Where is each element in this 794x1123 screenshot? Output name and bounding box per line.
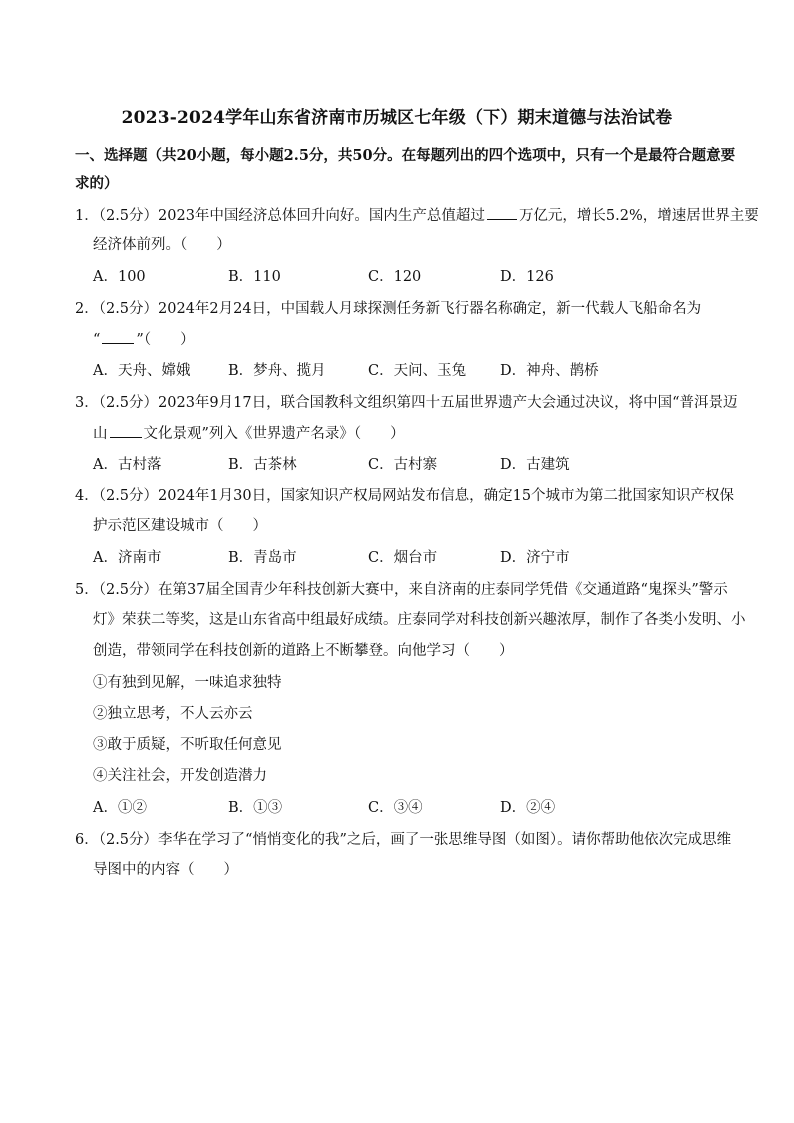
- question-3-line2-suffix: 文化景观”列入《世界遗产名录》（ ）: [143, 426, 405, 442]
- question-2-line2: [93, 329, 195, 350]
- question-5-item-4: ④关注社会，开发创造潜力: [93, 768, 267, 784]
- question-5-line1: 5．（2.5分）在第37届全国青少年科技创新大赛中，来自济南的庄泰同学凭借《交通道路“鬼探头”警示: [75, 582, 728, 598]
- question-1-option-b: B．110: [228, 269, 281, 285]
- question-3-option-a: A．古村落: [93, 457, 162, 473]
- question-2-option-a: A．天舟、嫦娥: [93, 363, 191, 379]
- question-3-line2: [93, 423, 405, 444]
- answer-blank: [110, 423, 142, 438]
- question-4-line1: 4．（2.5分）2024年1月30日，国家知识产权局网站发布信息，确定15个城市为第二批国家知识产权保: [75, 488, 735, 504]
- question-4-option-c: C．烟台市: [368, 550, 438, 566]
- question-2-option-c: C．天问、玉兔: [368, 363, 467, 379]
- question-2-option-d: D．神舟、鹊桥: [500, 363, 599, 379]
- question-4-option-b: B．青岛市: [228, 550, 297, 566]
- page-title: 2023-2024学年山东省济南市历城区七年级（下）期末道德与法治试卷: [121, 108, 673, 128]
- question-1-option-c: C．120: [368, 269, 422, 285]
- question-1-option-a: A．100: [93, 269, 146, 285]
- question-5-option-a: A．①②: [93, 800, 147, 816]
- answer-blank: [102, 329, 134, 344]
- question-3-option-b: B．古茶林: [228, 457, 297, 473]
- question-5-line2: 灯》荣获二等奖，这是山东省高中组最好成绩。庄泰同学对科技创新兴趣浓厚，制作了各类小发明、小: [93, 612, 746, 628]
- question-1-line2: 经济体前列。（ ）: [93, 237, 231, 253]
- question-2-line2-suffix: ”（ ）: [136, 332, 195, 348]
- question-5-option-c: C．③④: [368, 800, 423, 816]
- question-3-option-d: D．古建筑: [500, 457, 570, 473]
- question-5-option-d: D．②④: [500, 800, 556, 816]
- question-5-option-b: B．①③: [228, 800, 283, 816]
- question-3-line1: 3．（2.5分）2023年9月17日，联合国教科文组织第四十五届世界遗产大会通过决议，将中国“普洱景迈: [75, 395, 738, 411]
- question-1-line1: [75, 205, 759, 226]
- question-4-option-d: D．济宁市: [500, 550, 570, 566]
- question-3-line2-prefix: 山: [93, 426, 108, 442]
- question-2-line1: 2．（2.5分）2024年2月24日，中国载人月球探测任务新飞行器名称确定，新一代载人飞船命名为: [75, 301, 702, 317]
- question-6-line2: 导图中的内容（ ）: [93, 862, 238, 878]
- question-1-prefix: 1．（2.5分）2023年中国经济总体回升向好。国内生产总值超过: [75, 208, 485, 224]
- question-4-line2: 护示范区建设城市（ ）: [93, 518, 267, 534]
- question-5-line3: 创造，带领同学在科技创新的道路上不断攀登。向他学习（ ）: [93, 643, 514, 659]
- question-5-item-3: ③敢于质疑，不听取任何意见: [93, 737, 282, 753]
- question-5-item-2: ②独立思考，不人云亦云: [93, 706, 253, 722]
- section-heading-line2: 求的）: [75, 175, 119, 192]
- question-4-option-a: A．济南市: [93, 550, 162, 566]
- question-2-option-b: B．梦舟、揽月: [228, 363, 326, 379]
- question-1-suffix: 万亿元，增长5.2%，增速居世界主要: [518, 208, 759, 224]
- question-3-option-c: C．古村寨: [368, 457, 438, 473]
- question-2-line2-prefix: “: [93, 332, 101, 348]
- question-5-item-1: ①有独到见解，一味追求独特: [93, 675, 282, 691]
- question-1-option-d: D．126: [500, 269, 554, 285]
- section-heading-line1: 一、选择题（共20小题，每小题2.5分，共50分。在每题列出的四个选项中，只有一个是最符合题意要: [75, 147, 736, 164]
- question-6-line1: 6．（2.5分）李华在学习了“悄悄变化的我”之后，画了一张思维导图（如图）。请你帮助他依次完成思维: [75, 832, 732, 848]
- answer-blank: [487, 205, 517, 220]
